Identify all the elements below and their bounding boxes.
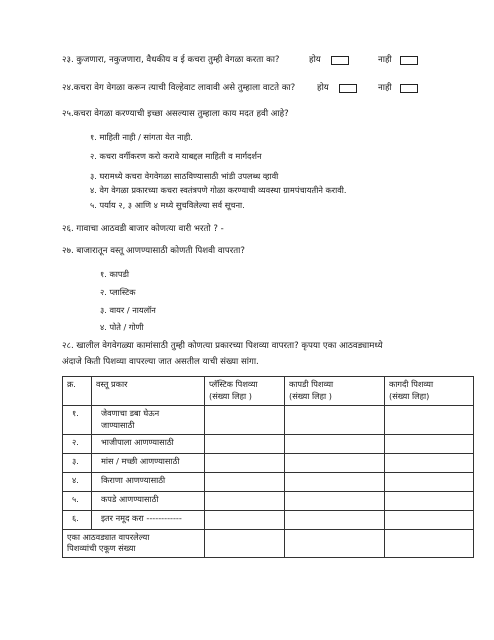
header-item-type: वस्तू प्रकार: [92, 377, 205, 406]
paper-count-cell[interactable]: [385, 453, 474, 472]
header-plastic-bags: प्लॅस्टिक पिशव्या (संख्या लिहा ): [205, 377, 285, 406]
table-total-row: [63, 529, 474, 558]
paper-count-cell[interactable]: [385, 510, 474, 529]
paper-count-cell[interactable]: [385, 472, 474, 491]
q24-yes-checkbox[interactable]: [339, 84, 357, 93]
cloth-count-cell[interactable]: [285, 491, 385, 510]
row-item: भाजीपाला आणण्यासाठी: [92, 434, 205, 453]
plastic-count-cell[interactable]: [205, 405, 285, 434]
q27-option-1: १. कापडी: [100, 269, 130, 279]
q25-option-5: ५. पर्याय २, ३ आणि ४ मध्ये सुचविलेल्या सर्व सूचना.: [90, 200, 245, 210]
q24-no-checkbox[interactable]: [400, 84, 418, 93]
row-item: किराणा आणण्यासाठी: [92, 472, 205, 491]
row-serial: ५.: [63, 491, 92, 510]
q23-yes-checkbox[interactable]: [331, 56, 349, 65]
paper-count-cell[interactable]: [385, 434, 474, 453]
table-row: [63, 453, 474, 472]
paper-total-cell[interactable]: [385, 529, 474, 558]
q23-yes-label: होय: [309, 55, 321, 65]
row-serial: ४.: [63, 472, 92, 491]
table-row: [63, 472, 474, 491]
q27-option-2: २. प्लास्टिक: [100, 287, 136, 297]
row-serial: १.: [63, 405, 92, 434]
bag-usage-table: [62, 376, 474, 558]
cloth-count-cell[interactable]: [285, 453, 385, 472]
total-label: एका आठवड्यात वापरलेल्या पिशव्यांची एकूण संख्या: [63, 529, 205, 558]
table-row: [63, 434, 474, 453]
plastic-count-cell[interactable]: [205, 453, 285, 472]
plastic-count-cell[interactable]: [205, 472, 285, 491]
table-header-row: [63, 377, 474, 406]
table-row: [63, 405, 474, 434]
header-cloth-bags: कापडी पिशव्या (संख्या लिहा ): [285, 377, 385, 406]
row-serial: २.: [63, 434, 92, 453]
paper-count-cell[interactable]: [385, 405, 474, 434]
cloth-count-cell[interactable]: [285, 510, 385, 529]
header-paper-bags: कागदी पिशव्या (संख्या लिहा): [385, 377, 474, 406]
plastic-count-cell[interactable]: [205, 434, 285, 453]
row-item: जेवणाचा डबा घेऊन जाण्यासाठी: [92, 405, 205, 434]
q23-text: २३. कुजणारा, नकुजणारा, वैधकीय व ई कचरा तुम्ही वेगळा करता का?: [62, 55, 280, 65]
q24-yes-label: होय: [317, 83, 329, 93]
q24-no-label: नाही: [378, 83, 392, 93]
table-row: [63, 510, 474, 529]
row-serial: ३.: [63, 453, 92, 472]
q27-option-3: ३. वायर / नायलॉन: [100, 305, 156, 315]
cloth-count-cell[interactable]: [285, 472, 385, 491]
row-serial: ६.: [63, 510, 92, 529]
q25-option-4: ४. वेग वेगळा प्रकारच्या कचरा स्वतंत्रपणे गोळा करण्याची व्यवस्था ग्रामपंचायतीने करावी.: [90, 185, 347, 195]
q26-text: २६. गावाचा आठवडी बाजार कोणत्या वारी भरतो ? -: [62, 224, 224, 234]
q27-text: २७. बाजारातून वस्तू आणण्यासाठी कोणती पिशवी वापरता?: [62, 246, 245, 256]
q27-option-4: ४. पोते / गोणी: [100, 322, 144, 332]
row-item: मांस / मच्छी आणण्यासाठी: [92, 453, 205, 472]
table-row: [63, 491, 474, 510]
q25-option-3: ३. घरामध्ये कचरा वेगवेगळा साठविण्यासाठी भांडी उपलब्ध व्हावी: [90, 171, 279, 181]
row-item: कपडे आणण्यासाठी: [92, 491, 205, 510]
q25-option-2: २. कचरा वर्गीकरण करो करावे याबद्दल माहिती व मार्गदर्शन: [90, 151, 262, 161]
cloth-count-cell[interactable]: [285, 405, 385, 434]
row-item: इतर नमूद करा ------------: [92, 510, 205, 529]
q24-text: २४.कचरा वेग वेगळा करून त्याची विल्हेवाट लावावी असे तुम्हाला वाटते का?: [62, 83, 296, 93]
plastic-count-cell[interactable]: [205, 510, 285, 529]
header-serial: क्र.: [63, 377, 92, 406]
plastic-total-cell[interactable]: [205, 529, 285, 558]
q23-no-checkbox[interactable]: [400, 56, 418, 65]
q25-option-1: १. माहिती नाही / सांगता येत नाही.: [90, 132, 193, 142]
q28-line2: अंदाजे किती पिशव्या वापरल्या जात असतील याची संख्या सांगा.: [62, 357, 259, 367]
q28-line1: २८. खालील वेगवेगळ्या कामांसाठी तुम्ही कोणत्या प्रकारच्या पिशव्या वापरता? कृपया एका आठवड्यामध्ये: [62, 341, 383, 351]
paper-count-cell[interactable]: [385, 491, 474, 510]
cloth-total-cell[interactable]: [285, 529, 385, 558]
cloth-count-cell[interactable]: [285, 434, 385, 453]
plastic-count-cell[interactable]: [205, 491, 285, 510]
q23-no-label: नाही: [378, 55, 392, 65]
q25-text: २५.कचरा वेगळा करण्याची इच्छा असल्यास तुम्हाला काय मदत हवी आहे?: [62, 109, 289, 119]
